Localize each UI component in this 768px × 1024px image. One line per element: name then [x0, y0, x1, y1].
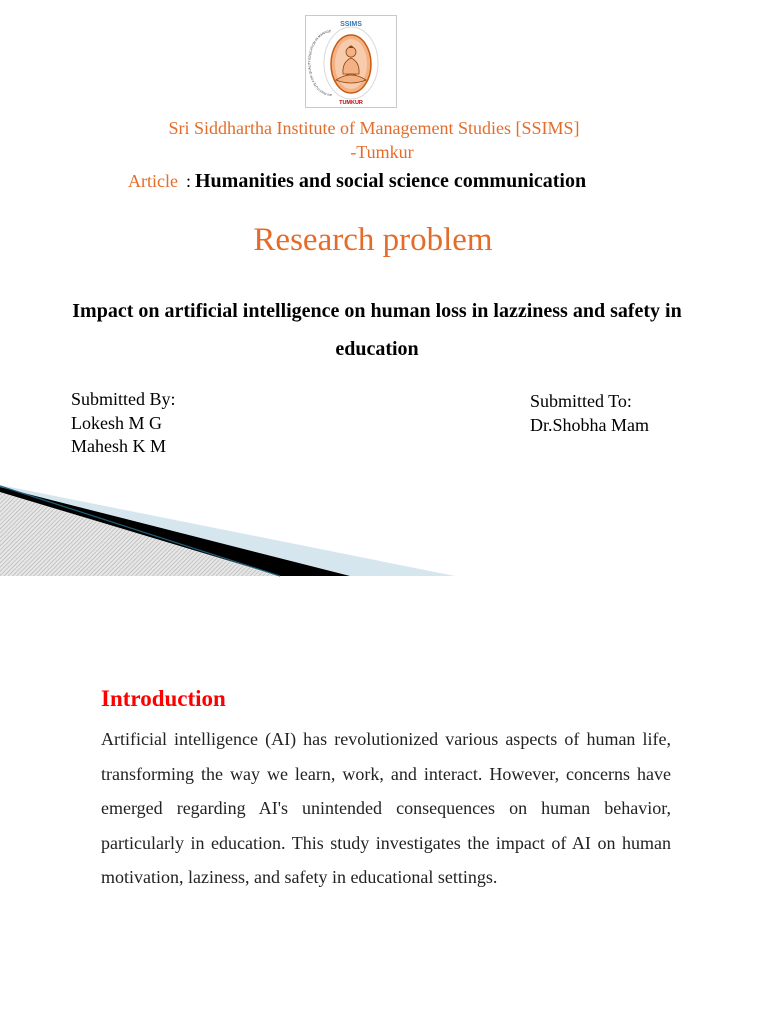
introduction-paragraph: Artificial intelligence (AI) has revolutionized various aspects of human life, transforming the way we learn, work, and interact. However, concerns have emerged regarding AI's unintended consequences on human behavior, particularly in education. This study investigates the impact of AI on human motivation, laziness, and safety in educational settings.	[101, 729, 671, 887]
article-label: Article	[128, 171, 178, 191]
article-row	[128, 170, 586, 193]
institute-location: -Tumkur	[350, 142, 414, 162]
article-title: Humanities and social science communication	[195, 170, 587, 192]
submitted-by-block	[71, 388, 176, 459]
logo-ring-text: AN INSTITUTE FOR QUALITY EDUCATION IN MANAGE	[307, 28, 333, 98]
decorative-banner	[0, 482, 768, 578]
submitter-name: Mahesh K M	[71, 436, 166, 456]
submitted-to-block	[530, 390, 649, 437]
logo-top-text: SSIMS	[340, 21, 362, 28]
supervisor-name: Dr.Shobha Mam	[530, 414, 649, 435]
submitted-to-label: Submitted To:	[530, 391, 632, 411]
logo-bottom-text: TUMKUR	[339, 100, 363, 106]
ssims-logo	[305, 15, 397, 108]
institute-name: Sri Siddhartha Institute of Management Studies [SSIMS]	[168, 118, 580, 138]
submitter-name: Lokesh M G	[71, 412, 162, 433]
buddha-icon	[306, 16, 396, 107]
submitted-by-label: Submitted By:	[71, 389, 176, 409]
research-topic: Impact on artificial intelligence on human loss in lazziness and safety in education	[72, 300, 682, 360]
research-problem-heading: Research problem	[253, 222, 493, 258]
article-separator: :	[185, 171, 191, 191]
introduction-heading: Introduction	[101, 686, 226, 711]
